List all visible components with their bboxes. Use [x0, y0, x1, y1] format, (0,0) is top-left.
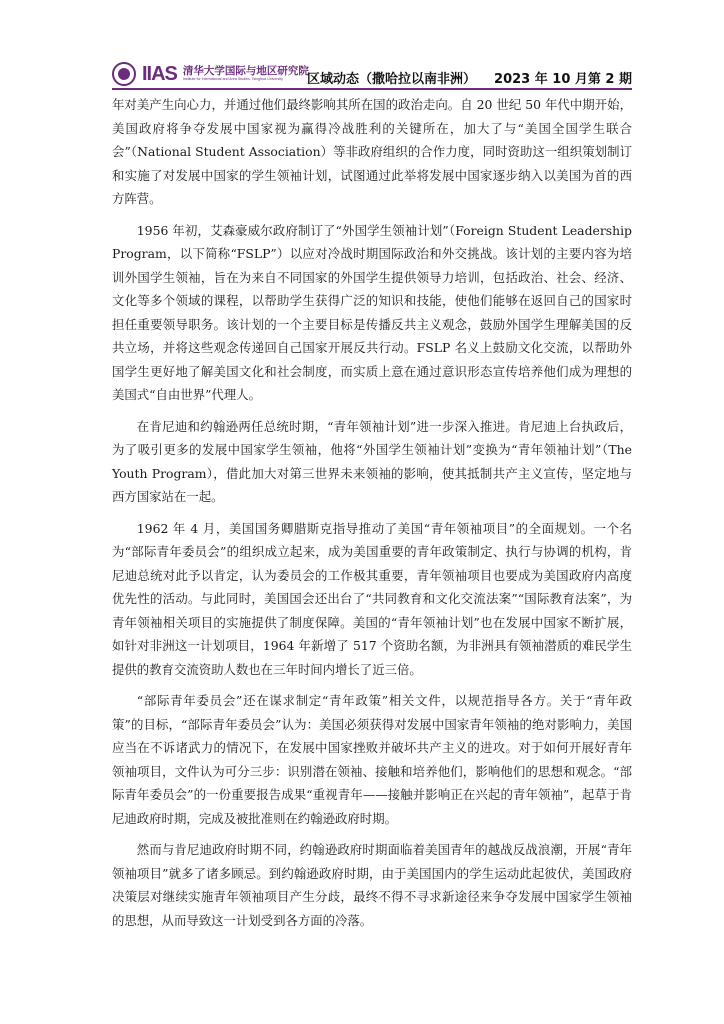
- header-publication-info: [307, 68, 632, 87]
- paragraph: 年对美产生向心力，并通过他们最终影响其所在国的政治走向。自 20 世纪 50 年代中期开始，美国政府将争夺发展中国家视为赢得冷战胜利的关键所在，加大了与“美国全国学生联合会”（National Student Association）等非政府组织的合作力度，同时资助这一组织策划制订和实施了对发展中国家的学生领袖计划，试图通过此举将发展中国家逐步纳入以美国为首的西方阵营。: [112, 97, 632, 206]
- paragraph: 然而与肯尼迪政府时期不同，约翰逊政府时期面临着美国青年的越战反战浪潮，开展“青年领袖项目”就多了诸多顾忌。到约翰逊政府时期，由于美国国内的学生运动此起彼伏，美国政府决策层对继续实施青年领袖项目产生分歧，最终不得不寻求新途径来争夺发展中国家学生领袖的思想，从而导致这一计划受到各方面的冷落。: [112, 842, 632, 928]
- publication-title: 区域动态（撒哈拉以南非洲）: [307, 72, 477, 87]
- article-body: [112, 93, 632, 940]
- paragraph: 1956 年初，艾森豪威尔政府制订了“外国学生领袖计划”（Foreign Student Leadership Program，以下简称“FSLP”）以应对冷战时期国际政治和外交挑战。该计划的主要内容为培训外国学生领袖，旨在为来自不同国家的外国学生提供领导力培训，包括政治、社会、经济、文化等多个领域的课程，以帮助学生获得广泛的知识和技能，使他们能够在返回自己的国家时担任重要领导职务。该计划的一个主要目标是传播反共主义观念，鼓励外国学生理解美国的反共立场，并将这些观念传递回自己国家开展反共行动。FSLP 名义上鼓励文化交流，以帮助外国学生更好地了解美国文化和社会制度，而实质上意在通过意识形态宣传培养他们成为理想的美国式“自由世界”代理人。: [112, 222, 632, 402]
- logo-chinese-name: 清华大学国际与地区研究院: [182, 64, 309, 77]
- university-emblem-icon: [112, 62, 136, 86]
- paragraph: “部际青年委员会”还在谋求制定“青年政策”相关文件，以规范指导各方。关于“青年政策”的目标，“部际青年委员会”认为：美国必须获得对发展中国家青年领袖的绝对影响力，美国应当在不诉诸武力的情况下，在发展中国家挫败并破坏共产主义的进攻。对于如何开展好青年领袖项目，文件认为可分三步：识别潜在领袖、接触和培养他们，影响他们的思想和观念。“部际青年委员会”的一份重要报告成果“重视青年——接触并影响正在兴起的青年领袖”，起草于肯尼迪政府时期，完成及被批准则在约翰逊政府时期。: [112, 693, 632, 826]
- logo-acronym: IIAS: [142, 62, 177, 85]
- paragraph: 1962 年 4 月，美国国务卿腊斯克指导推动了美国“青年领袖项目”的全面规划。一个名为“部际青年委员会”的组织成立起来，成为美国重要的青年政策制定、执行与协调的机构，肯尼迪总统对此予以肯定，认为委员会的工作极其重要，青年领袖项目也要成为美国政府内高度优先性的活动。与此同时，美国国会还出台了“共同教育和文化交流法案”“国际教育法案”，为青年领袖相关项目的实施提供了制度保障。美国的“青年领袖计划”也在发展中国家不断扩展，如针对非洲这一计划项目，1964 年新增了 517 个资助名额，为非洲具有领袖潜质的难民学生提供的教育交流资助人数也在三年时间内增长了近三倍。: [112, 520, 632, 677]
- logo-english-name: Institute for International and Area Studies, Tsinghua University: [182, 77, 283, 82]
- logo-names: [183, 66, 309, 82]
- institute-logo: [112, 62, 309, 86]
- issue-label: 2023 年 10 月第 2 期: [494, 72, 632, 87]
- page-header: [112, 56, 632, 96]
- header-divider: [112, 88, 632, 90]
- paragraph: 在肯尼迪和约翰逊两任总统时期，“青年领袖计划”进一步深入推进。肯尼迪上台执政后，为了吸引更多的发展中国家学生领袖，他将“外国学生领袖计划”变换为“青年领袖计划”（The Youth Program），借此加大对第三世界未来领袖的影响，使其抵制共产主义宣传，坚定地与西方国家站在一起。: [112, 418, 632, 504]
